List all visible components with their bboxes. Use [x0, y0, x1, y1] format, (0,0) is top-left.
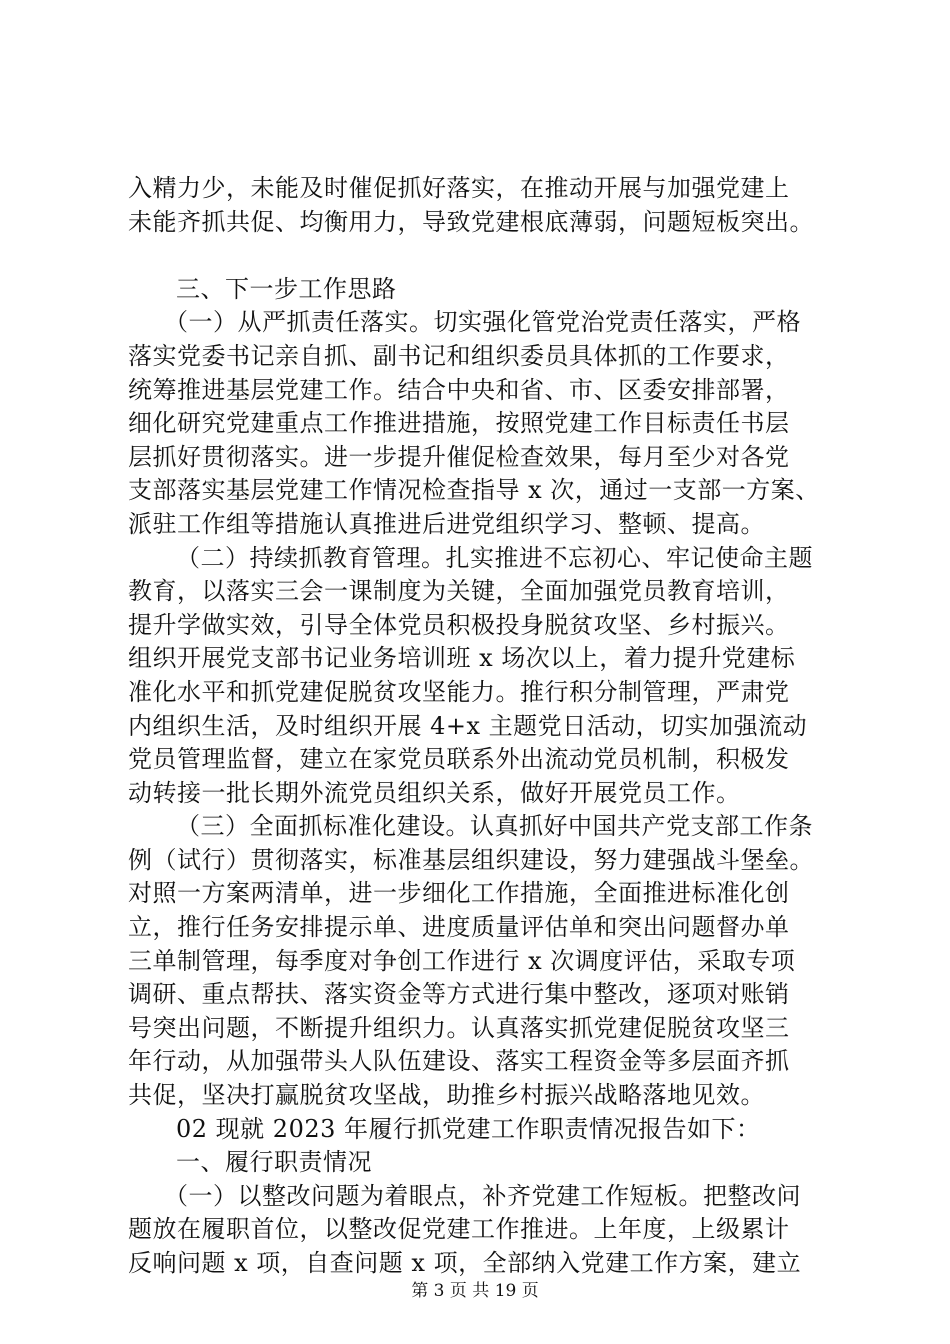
text-line: 教育，以落实三会一课制度为关键，全面加强党员教育培训， — [128, 577, 790, 606]
text-line: 未能齐抓共促、均衡用力，导致党建根底薄弱，问题短板突出。 — [128, 207, 814, 236]
text-line: 党员管理监督，建立在家党员联系外出流动党员机制，积极发 — [128, 745, 790, 774]
document-body — [128, 172, 848, 1281]
text-line: 对照一方案两清单，进一步细化工作措施，全面推进标准化创 — [128, 879, 790, 908]
text-line: 组织开展党支部书记业务培训班 x 场次以上，着力提升党建标 — [128, 644, 796, 673]
text-line: 立，推行任务安排提示单、进度质量评估单和突出问题督办单 — [128, 913, 790, 942]
text-line: 动转接一批长期外流党员组织关系，做好开展党员工作。 — [128, 778, 741, 807]
text-line: 层抓好贯彻落实。进一步提升催促检查效果，每月至少对各党 — [128, 442, 790, 471]
section-heading: 一、履行职责情况 — [176, 1148, 372, 1177]
text-line: 准化水平和抓党建促脱贫攻坚能力。推行积分制管理，严肃党 — [128, 677, 790, 706]
text-line: 落实党委书记亲自抓、副书记和组织委员具体抓的工作要求， — [128, 341, 790, 370]
text-line: 内组织生活，及时组织开展 4+x 主题党日活动，切实加强流动 — [128, 711, 808, 740]
text-line: 02 现就 2023 年履行抓党建工作职责情况报告如下： — [176, 1114, 761, 1143]
text-line: 例（试行）贯彻落实，标准基层组织建设，努力建强战斗堡垒。 — [128, 845, 814, 874]
paragraph-gap — [128, 239, 848, 273]
text-line: 支部落实基层党建工作情况检查指导 x 次，通过一支部一方案、 — [128, 476, 820, 505]
text-line: 题放在履职首位，以整改促党建工作推进。上年度，上级累计 — [128, 1215, 790, 1244]
text-line: 入精力少，未能及时催促抓好落实，在推动开展与加强党建上 — [128, 174, 790, 202]
text-line: （一）以整改问题为着眼点，补齐党建工作短板。把整改问 — [164, 1181, 801, 1210]
text-line: 统筹推进基层党建工作。结合中央和省、市、区委安排部署， — [128, 375, 790, 404]
page-footer — [0, 1280, 950, 1302]
text-line: （三）全面抓标准化建设。认真抓好中国共产党支部工作条 — [176, 812, 813, 841]
section-heading: 三、下一步工作思路 — [176, 274, 397, 303]
text-line: 共促，坚决打赢脱贫攻坚战，助推乡村振兴战略落地见效。 — [128, 1081, 765, 1110]
text-line: 派驻工作组等措施认真推进后进党组织学习、整顿、提高。 — [128, 509, 765, 538]
text-line: 反响问题 x 项，自查问题 x 项，全部纳入党建工作方案，建立 — [128, 1249, 802, 1277]
text-line: （二）持续抓教育管理。扎实推进不忘初心、牢记使命主题 — [176, 543, 813, 572]
text-line: 三单制管理，每季度对争创工作进行 x 次调度评估，采取专项 — [128, 946, 796, 975]
text-line: （一）从严抓责任落实。切实强化管党治党责任落实，严格 — [164, 308, 801, 337]
text-line: 年行动，从加强带头人队伍建设、落实工程资金等多层面齐抓 — [128, 1047, 790, 1076]
text-line: 号突出问题，不断提升组织力。认真落实抓党建促脱贫攻坚三 — [128, 1013, 790, 1042]
text-line: 调研、重点帮扶、落实资金等方式进行集中整改，逐项对账销 — [128, 980, 790, 1009]
text-line: 细化研究党建重点工作推进措施，按照党建工作目标责任书层 — [128, 409, 790, 438]
text-line: 提升学做实效，引导全体党员积极投身脱贫攻坚、乡村振兴。 — [128, 610, 790, 639]
page-number: 第 3 页 共 19 页 — [411, 1281, 539, 1301]
